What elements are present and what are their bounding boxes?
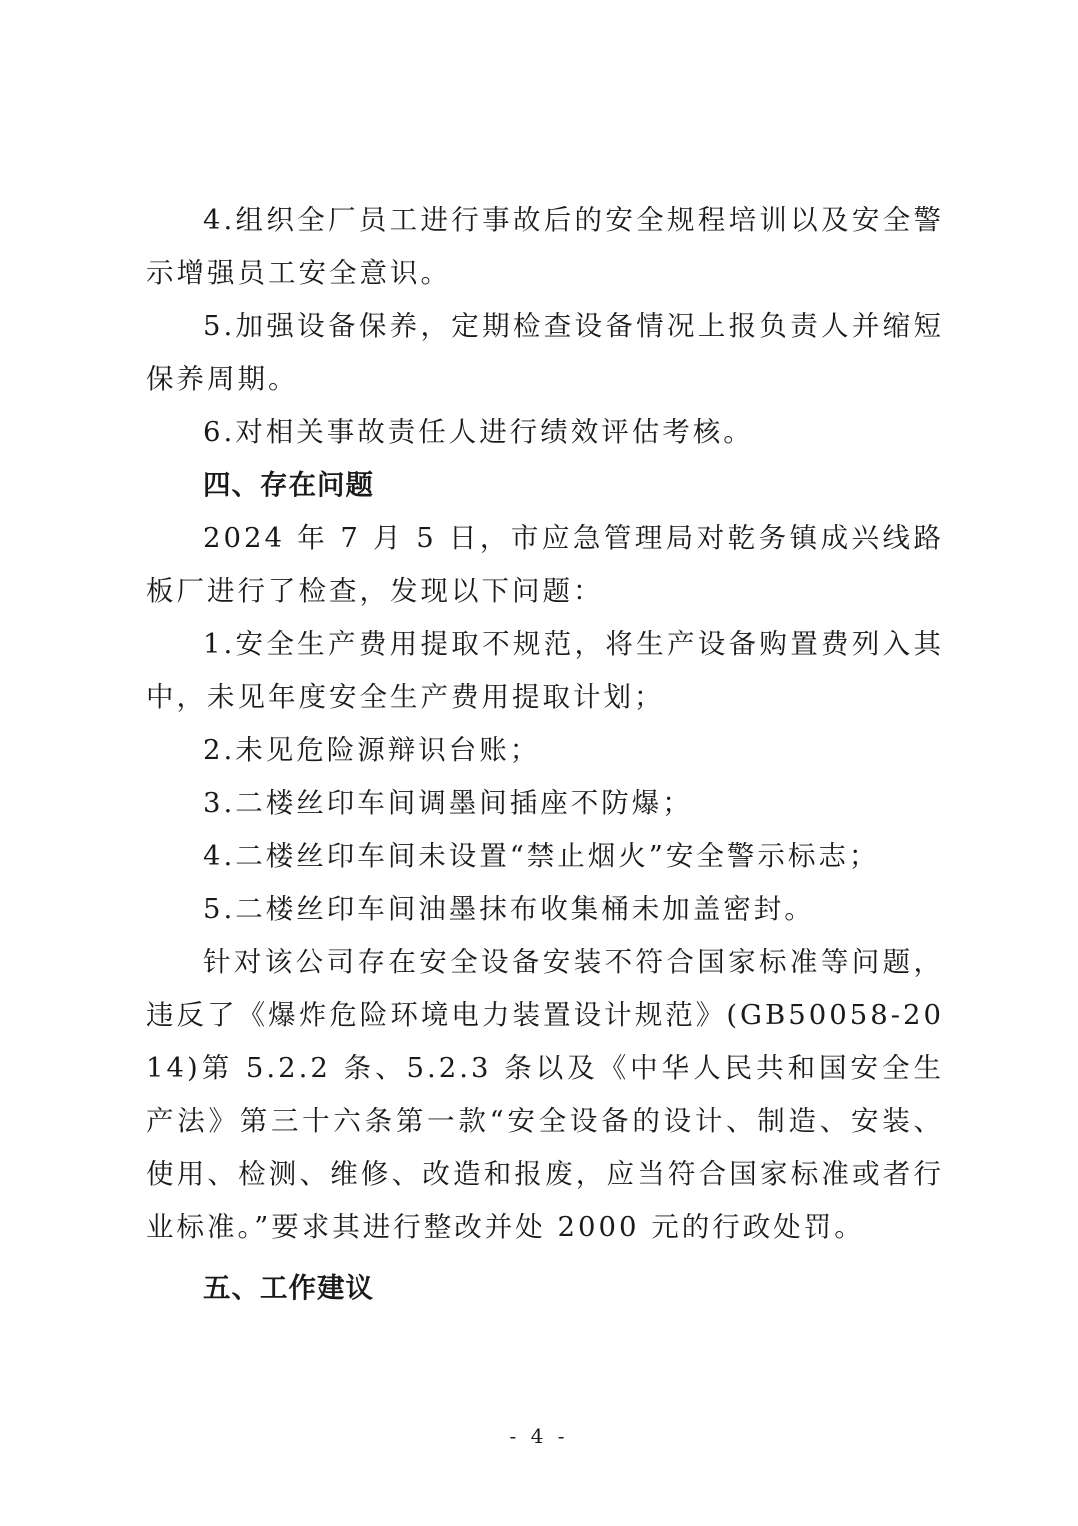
paragraph-measure-5: 5.加强设备保养，定期检查设备情况上报负责人并缩短保养周期。	[146, 310, 944, 395]
section-heading-issues: 四、存在问题	[203, 469, 374, 501]
section-heading-suggestions: 五、工作建议	[203, 1272, 374, 1304]
paragraph-penalty: 针对该公司存在安全设备安装不符合国家标准等问题，违反了《爆炸危险环境电力装置设计规范》(GB50058-2014)第 5.2.2 条、5.2.3 条以及《中华人民共和国安全生产法》第三十六条第一款“安全设备的设计、制造、安装、使用、检测、维修、改造和报废，应当符合国家标准或者行业标准。”要求其进行整改并处 2000 元的行政处罚。	[146, 946, 944, 1243]
document-body	[146, 194, 944, 1315]
paragraph-measure-6: 6.对相关事故责任人进行绩效评估考核。	[203, 416, 754, 448]
paragraph-measure-4: 4.组织全厂员工进行事故后的安全规程培训以及安全警示增强员工安全意识。	[146, 204, 944, 289]
paragraph-issue-1: 1.安全生产费用提取不规范，将生产设备购置费列入其中，未见年度安全生产费用提取计划；	[146, 628, 944, 713]
paragraph-issue-3: 3.二楼丝印车间调墨间插座不防爆；	[203, 787, 693, 819]
paragraph-issue-4: 4.二楼丝印车间未设置“禁止烟火”安全警示标志；	[203, 840, 880, 872]
paragraph-issue-5: 5.二楼丝印车间油墨抹布收集桶未加盖密封。	[203, 893, 815, 925]
paragraph-inspection-intro: 2024 年 7 月 5 日，市应急管理局对乾务镇成兴线路板厂进行了检查，发现以下问题：	[146, 522, 944, 607]
paragraph-issue-2: 2.未见危险源辩识台账；	[203, 734, 541, 766]
page-number: - 4 -	[509, 1424, 569, 1448]
